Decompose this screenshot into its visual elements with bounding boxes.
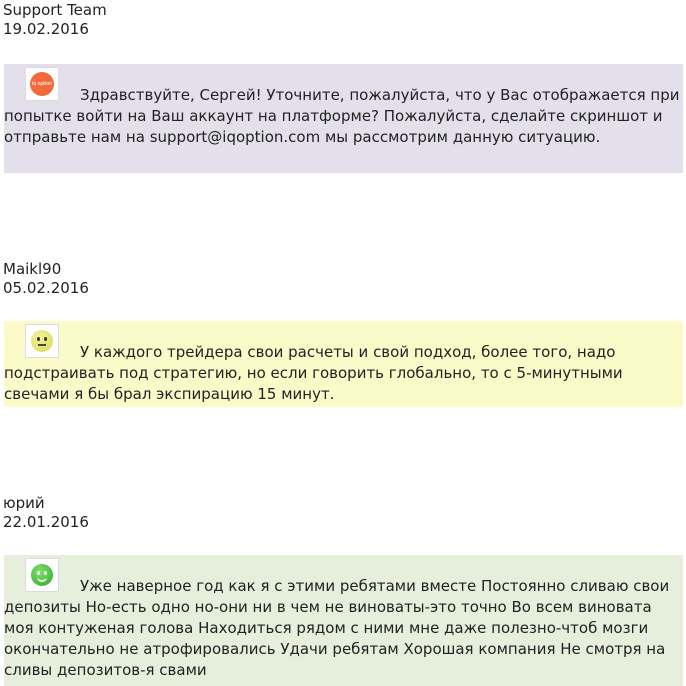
avatar [25,324,59,358]
review-date: 22.01.2016 [3,513,89,531]
review-text: Здравствуйте, Сергей! Уточните, пожалуйста, что у Вас отображается при попытке войти на Ваш аккаунт на платформе? Пожалуйста, сделайте скриншот и отправьте нам на support@iqoption.com мы рассмотрим данную ситуацию. [4,86,680,146]
avatar [25,558,59,592]
review-author: Support Team [3,1,107,19]
review-bubble [4,64,683,173]
logo-text: iq option [31,81,53,87]
review-item [0,259,683,298]
review-text: У каждого трейдера свои расчеты и свой подход, более того, надо подстраивать под стратегию, но если говорить глобально, то с 5-минутными свечами я бы брал экспирацию 15 минут. [4,343,623,403]
review-date: 19.02.2016 [3,20,89,38]
review-bubble [4,555,683,686]
review-author: юрий [3,494,45,512]
review-bubble [4,321,683,407]
review-text-wrapper [4,64,683,148]
neutral-face-icon [31,330,53,352]
review-text-wrapper [4,321,683,405]
review-item [0,493,683,532]
happy-face-icon [31,564,53,586]
review-date: 05.02.2016 [3,279,89,297]
review-author: Maikl90 [3,260,62,278]
review-item [0,0,683,39]
review-text-wrapper [4,555,683,681]
avatar [25,67,59,101]
iqoption-logo-icon [30,72,54,96]
review-text: Уже наверное год как я с этими ребятами вместе Постоянно сливаю свои депозиты Но-есть одно но-они ни в чем не виноваты-это точно Во всем виновата моя контуженая голова Находиться рядом с ними мне даже полезно-чтоб мозги окончательно не атрофировались Удачи ребятам Хорошая компания Не смотря на сливы депозитов-я свами [4,577,670,679]
